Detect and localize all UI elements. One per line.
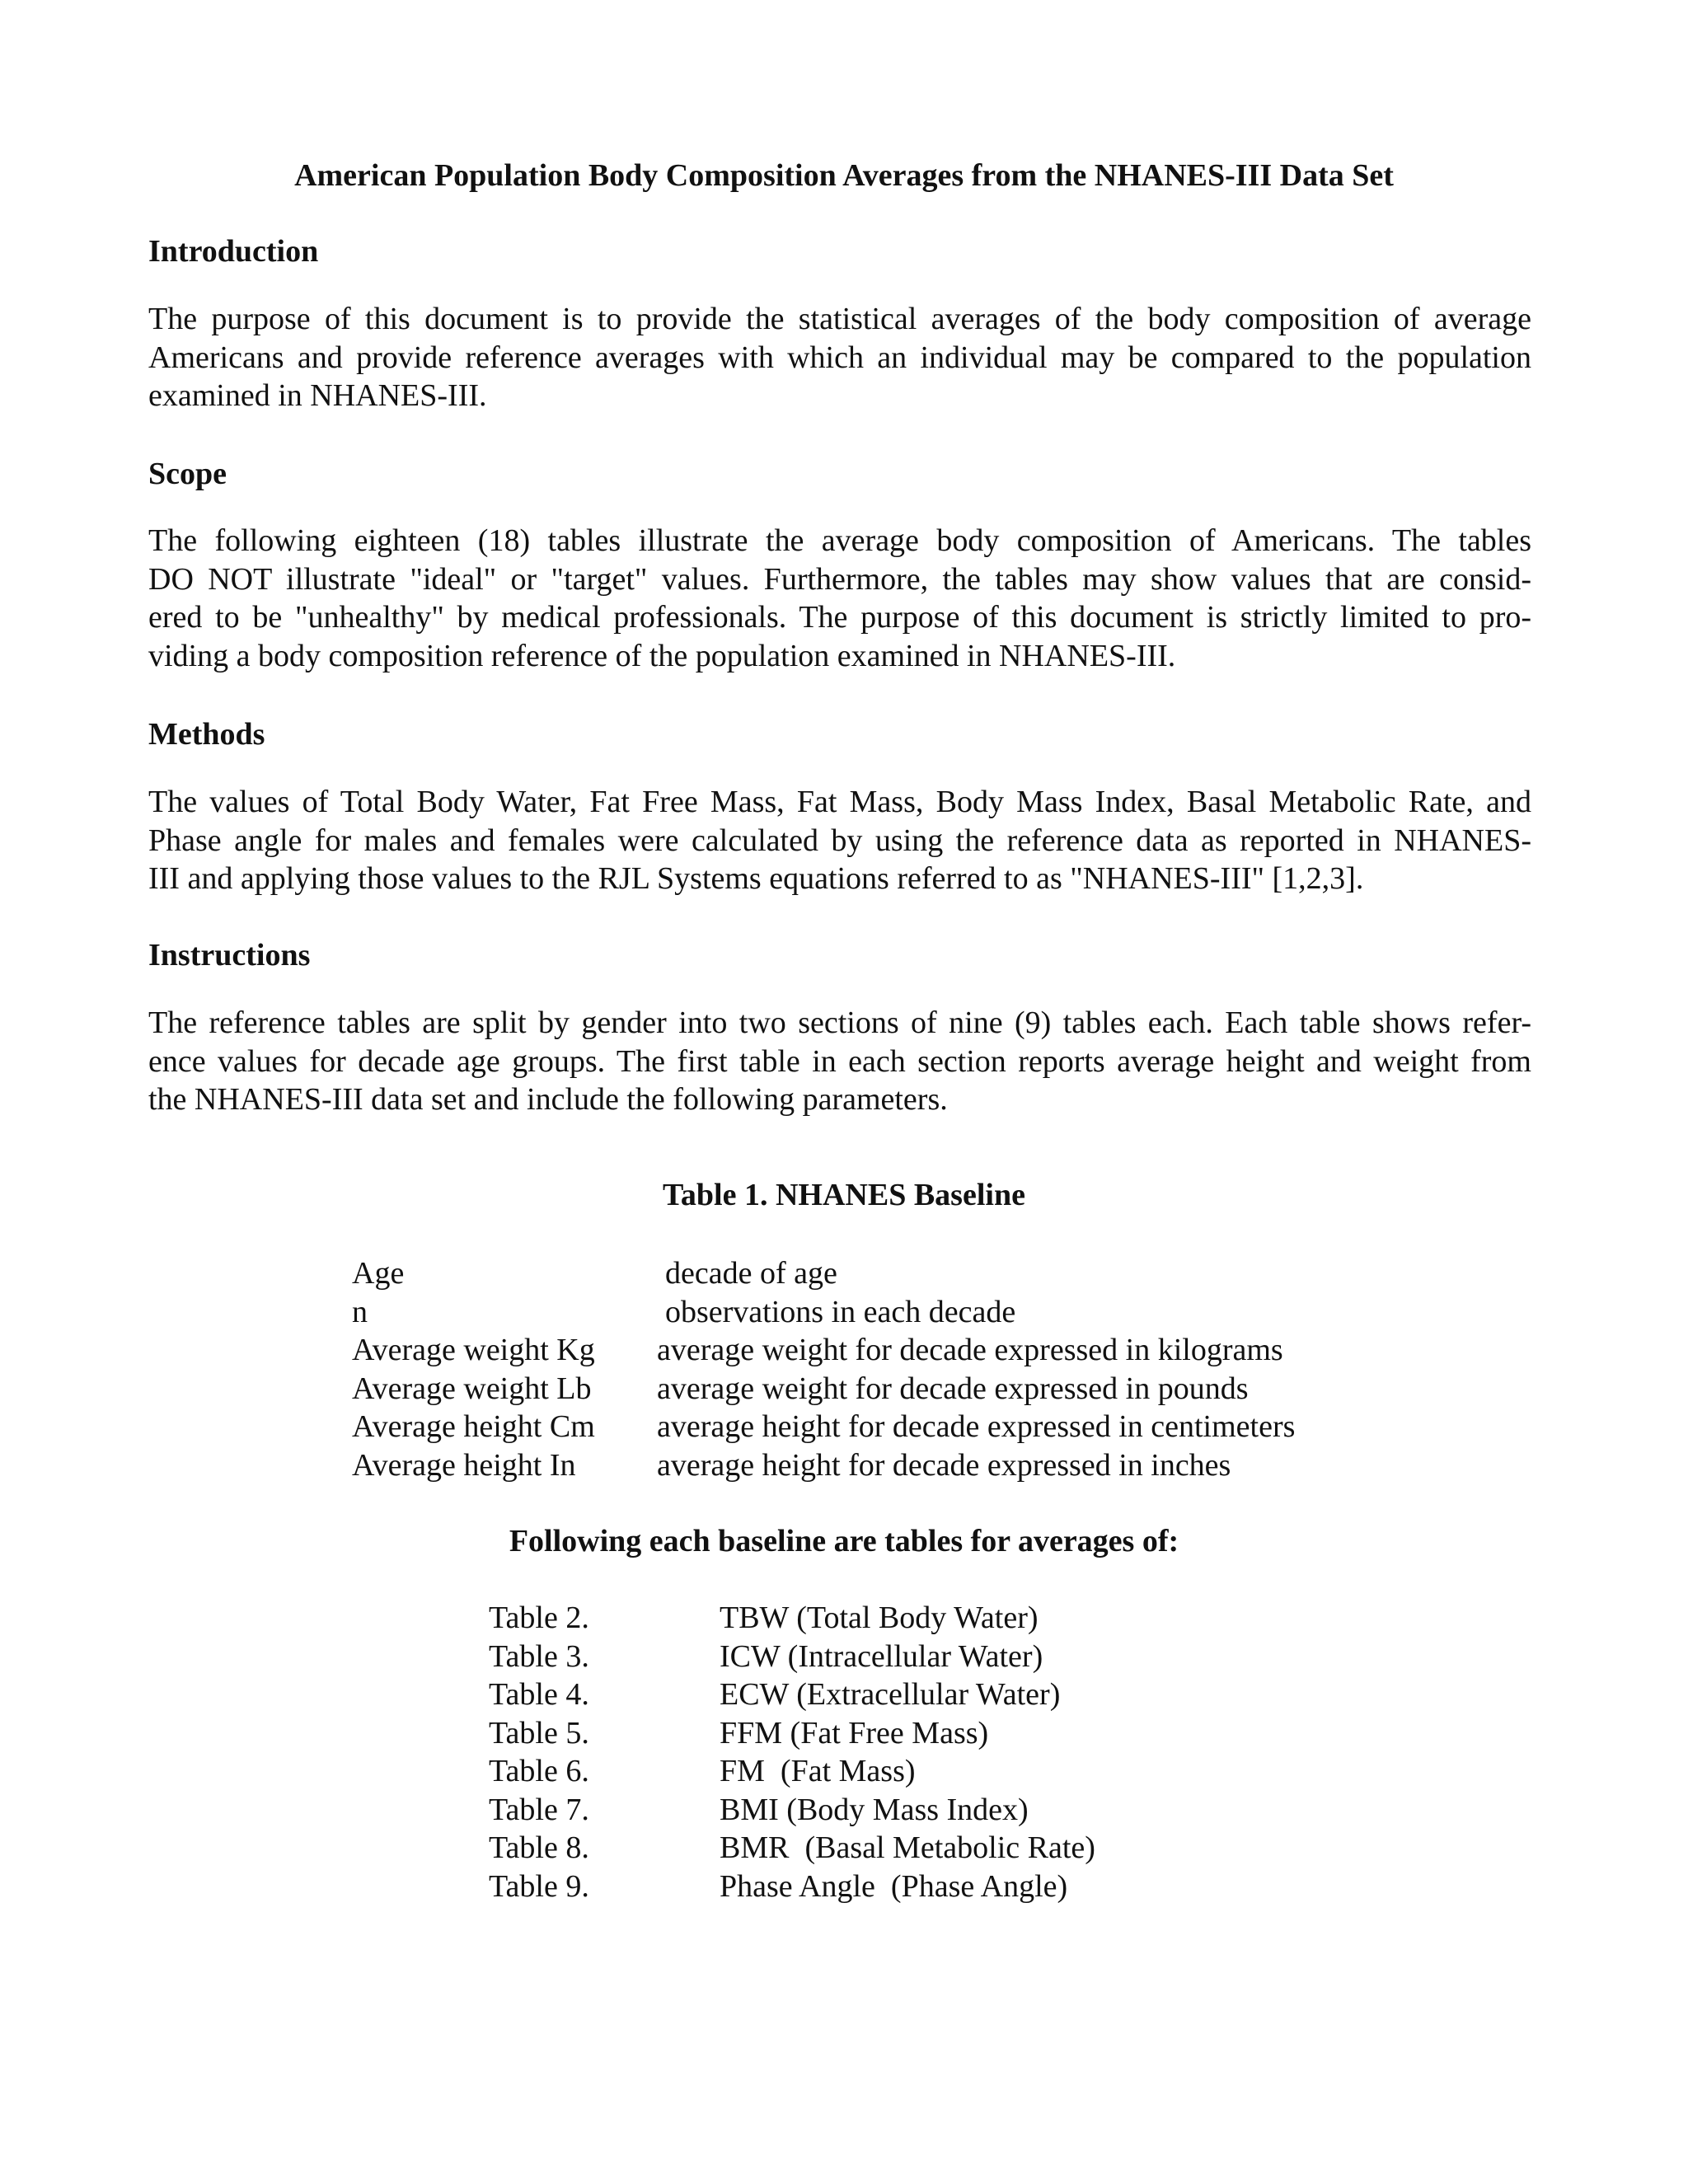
definition-row [352, 1254, 1295, 1293]
instructions-paragraph [148, 1004, 1531, 1119]
definition-term: n [352, 1294, 368, 1329]
table-description: TBW (Total Body Water) [720, 1601, 1039, 1635]
list-item [489, 1752, 1095, 1791]
definition-row [352, 1446, 1295, 1485]
paragraph-line: III and applying those values to the RJL Systems equations referred to as "NHANES-III" [1,2,3]. [148, 861, 1364, 896]
list-item [489, 1638, 1095, 1676]
paragraph-line: viding a body composition reference of the population examined in NHANES-III. [148, 638, 1176, 673]
list-item [489, 1868, 1095, 1906]
paragraph-line: DO NOT illustrate "ideal" or "target" values. Furthermore, the tables may show values that are consid- [148, 561, 1531, 597]
table-number-label: Table 9. [489, 1868, 589, 1904]
table-number-label: Table 3. [489, 1638, 589, 1674]
table-number-label: Table 7. [489, 1792, 589, 1827]
table-number-label: Table 4. [489, 1677, 589, 1712]
list-item [489, 1829, 1095, 1868]
introduction-heading: Introduction [148, 234, 319, 269]
list-item [489, 1714, 1095, 1753]
table-description: ICW (Intracellular Water) [720, 1638, 1043, 1674]
following-tables-heading: Following each baseline are tables for averages of: [509, 1524, 1179, 1558]
table-description: BMR (Basal Metabolic Rate) [720, 1830, 1095, 1865]
methods-paragraph [148, 783, 1531, 898]
definition-description: average weight for decade expressed in pounds [657, 1371, 1249, 1406]
scope-paragraph [148, 522, 1531, 675]
definition-description: decade of age [665, 1256, 837, 1291]
paragraph-line: The following eighteen (18) tables illustrate the average body composition of Americans. The tables [148, 523, 1531, 558]
table-description: FM (Fat Mass) [720, 1754, 916, 1788]
instructions-heading: Instructions [148, 938, 311, 972]
document-title: American Population Body Composition Averages from the NHANES-III Data Set [294, 158, 1394, 193]
definition-row [352, 1370, 1295, 1408]
table-number-label: Table 2. [489, 1601, 589, 1635]
definition-term: Average weight Kg [352, 1333, 595, 1367]
definition-description: average height for decade expressed in inches [657, 1447, 1231, 1483]
table-description: BMI (Body Mass Index) [720, 1792, 1029, 1827]
paragraph-line: ence values for decade age groups. The first table in each section reports average height and weight from [148, 1043, 1531, 1079]
table-description: FFM (Fat Free Mass) [720, 1715, 989, 1750]
scope-heading: Scope [148, 457, 227, 491]
introduction-paragraph [148, 300, 1531, 415]
paragraph-line: ered to be "unhealthy" by medical professionals. The purpose of this document is strictly limited to pro- [148, 600, 1531, 635]
definition-term: Average weight Lb [352, 1371, 592, 1406]
following-tables-list [489, 1599, 1095, 1905]
definition-description: average height for decade expressed in centimeters [657, 1409, 1296, 1444]
table-number-label: Table 6. [489, 1754, 589, 1788]
definition-term: Average height Cm [352, 1409, 595, 1444]
table-description: ECW (Extracellular Water) [720, 1677, 1061, 1712]
paragraph-line: The values of Total Body Water, Fat Free Mass, Fat Mass, Body Mass Index, Basal Metabolic Rate, and [148, 785, 1531, 819]
paragraph-line: The reference tables are split by gender into two sections of nine (9) tables each. Each table shows refer- [148, 1005, 1531, 1040]
definition-row [352, 1293, 1295, 1332]
paragraph-line: examined in NHANES-III. [148, 378, 487, 413]
list-item [489, 1791, 1095, 1830]
paragraph-line: Phase angle for males and females were calculated by using the reference data as reported in NHANES- [148, 823, 1531, 858]
table-number-label: Table 8. [489, 1830, 589, 1865]
methods-heading: Methods [148, 717, 265, 752]
list-item [489, 1599, 1095, 1638]
list-item [489, 1675, 1095, 1714]
definition-description: average weight for decade expressed in kilograms [657, 1333, 1283, 1367]
baseline-definition-table [352, 1254, 1295, 1484]
baseline-table-caption: Table 1. NHANES Baseline [663, 1178, 1025, 1212]
paragraph-line: Americans and provide reference averages with which an individual may be compared to the population [148, 340, 1531, 375]
table-description: Phase Angle (Phase Angle) [720, 1868, 1068, 1904]
definition-row [352, 1331, 1295, 1370]
paragraph-line: The purpose of this document is to provide the statistical averages of the body composition of average [148, 302, 1531, 336]
definition-term: Age [352, 1256, 405, 1291]
definition-term: Average height In [352, 1447, 576, 1483]
paragraph-line: the NHANES-III data set and include the following parameters. [148, 1082, 948, 1117]
table-number-label: Table 5. [489, 1715, 589, 1750]
definition-description: observations in each decade [665, 1294, 1016, 1329]
definition-row [352, 1408, 1295, 1446]
